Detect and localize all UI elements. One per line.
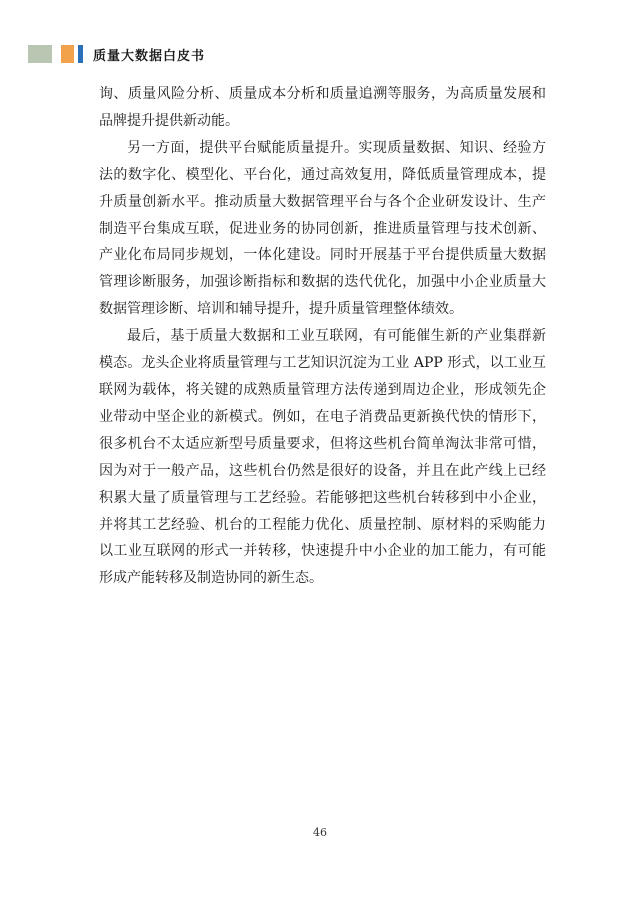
header-blue-block xyxy=(78,45,83,63)
header-green-block xyxy=(28,45,52,63)
header-title: 质量大数据白皮书 xyxy=(93,48,206,64)
paragraph-3: 最后，基于质量大数据和工业互联网，有可能催生新的产业集群新模态。龙头企业将质量管理与工艺知识沉淀为工业 APP 形式，以工业互联网为载体，将关键的成熟质量管理方法传递到周边企业，形成领先企业带动中坚企业的新模式。例如，在电子消费品更新换代快的情形下，很多机台不太适应新型号质量要求，但将这些机台简单淘汰非常可惜，因为对于一般产品，这些机台仍然是很好的设备，并且在此产线上已经积累大量了质量管理与工艺经验。若能够把这些机台转移到中小企业，并将其工艺经验、机台的工程能力优化、质量控制、原材料的采购能力以工业互联网的形式一并转移，快速提升中小企业的加工能力，有可能形成产能转移及制造协同的新生态。 xyxy=(99,328,546,587)
paragraph-1: 询、质量风险分析、质量成本分析和质量追溯等服务，为高质量发展和品牌提升提供新动能。 xyxy=(99,86,546,129)
paragraph-2: 另一方面，提供平台赋能质量提升。实现质量数据、知识、经验方法的数字化、模型化、平台化，通过高效复用，降低质量管理成本，提升质量创新水平。推动质量大数据管理平台与各个企业研发设计、生产制造平台集成互联，促进业务的协同创新，推进质量管理与技术创新、产业化布局同步规划，一体化建设。同时开展基于平台提供质量大数据管理诊断服务，加强诊断指标和数据的迭代优化，加强中小企业质量大数据管理诊断、培训和辅导提升，提升质量管理整体绩效。 xyxy=(99,139,546,318)
page-header xyxy=(28,44,205,64)
header-orange-block xyxy=(61,45,74,63)
body-text xyxy=(99,81,546,592)
page-number: 46 xyxy=(313,826,327,839)
